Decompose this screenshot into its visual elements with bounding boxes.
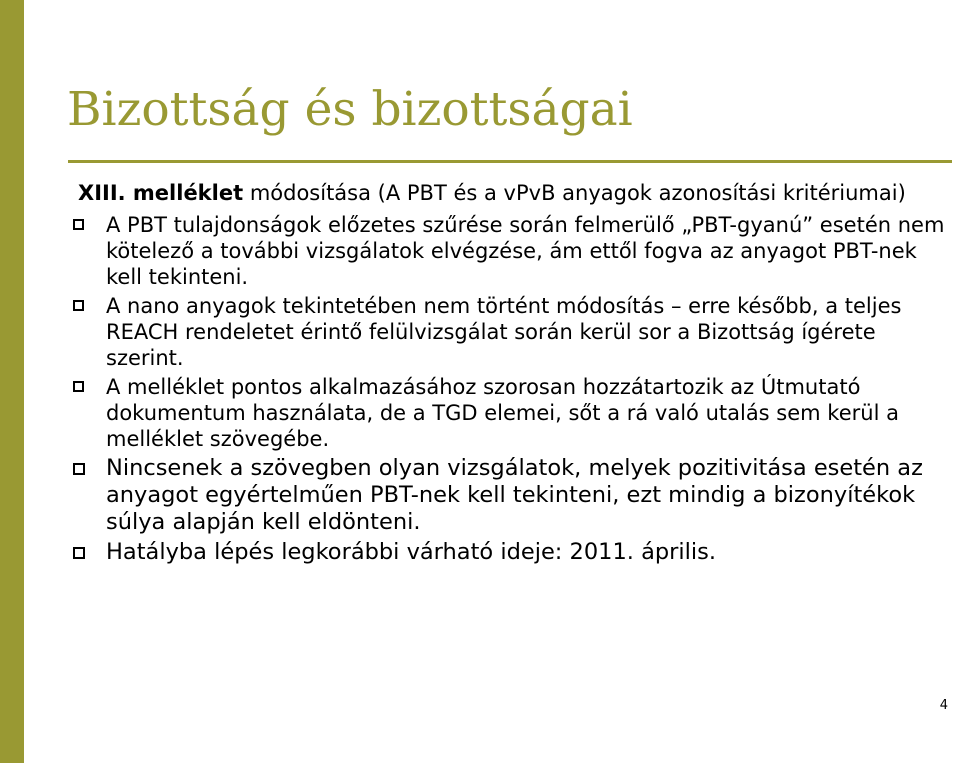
bullet-item xyxy=(72,539,956,566)
square-bullet-icon xyxy=(73,381,84,392)
left-accent-bar xyxy=(0,0,24,763)
bullet-text: Hatályba lépés legkorábbi várható ideje: 2011. április. xyxy=(106,539,717,565)
title-divider xyxy=(68,160,952,163)
slide-title: Bizottság és bizottságai xyxy=(67,82,633,137)
bullet-item xyxy=(72,293,956,371)
intro-paragraph xyxy=(78,180,956,206)
square-bullet-icon xyxy=(73,300,84,311)
bullet-item xyxy=(72,455,956,536)
slide-content xyxy=(72,180,956,569)
page-number: 4 xyxy=(939,698,948,713)
bullet-list xyxy=(72,212,956,566)
bullet-text: A PBT tulajdonságok előzetes szűrése során felmerülő „PBT-gyanú” esetén nem kötelező a további vizsgálatok elvégzése, ám ettől fogva az anyagot PBT-nek kell tekinteni. xyxy=(106,213,945,289)
intro-bold-text: XIII. melléklet xyxy=(78,181,244,205)
intro-rest-text: módosítása (A PBT és a vPvB anyagok azonosítási kritériumai) xyxy=(243,181,906,205)
square-bullet-icon xyxy=(73,547,85,559)
bullet-text: Nincsenek a szövegben olyan vizsgálatok, melyek pozitivitása esetén az anyagot egyértelműen PBT-nek kell tekinteni, ezt mindig a bizonyítékok súlya alapján kell eldönteni. xyxy=(106,455,923,535)
square-bullet-icon xyxy=(73,219,84,230)
square-bullet-icon xyxy=(73,463,85,475)
bullet-text: A nano anyagok tekintetében nem történt módosítás – erre később, a teljes REACH rendeletet érintő felülvizsgálat során kerül sor a Bizottság ígérete szerint. xyxy=(106,294,902,370)
bullet-item xyxy=(72,212,956,290)
bullet-text: A melléklet pontos alkalmazásához szorosan hozzátartozik az Útmutató dokumentum használata, de a TGD elemei, sőt a rá való utalás sem kerül a melléklet szövegébe. xyxy=(106,375,899,451)
bullet-item xyxy=(72,374,956,452)
